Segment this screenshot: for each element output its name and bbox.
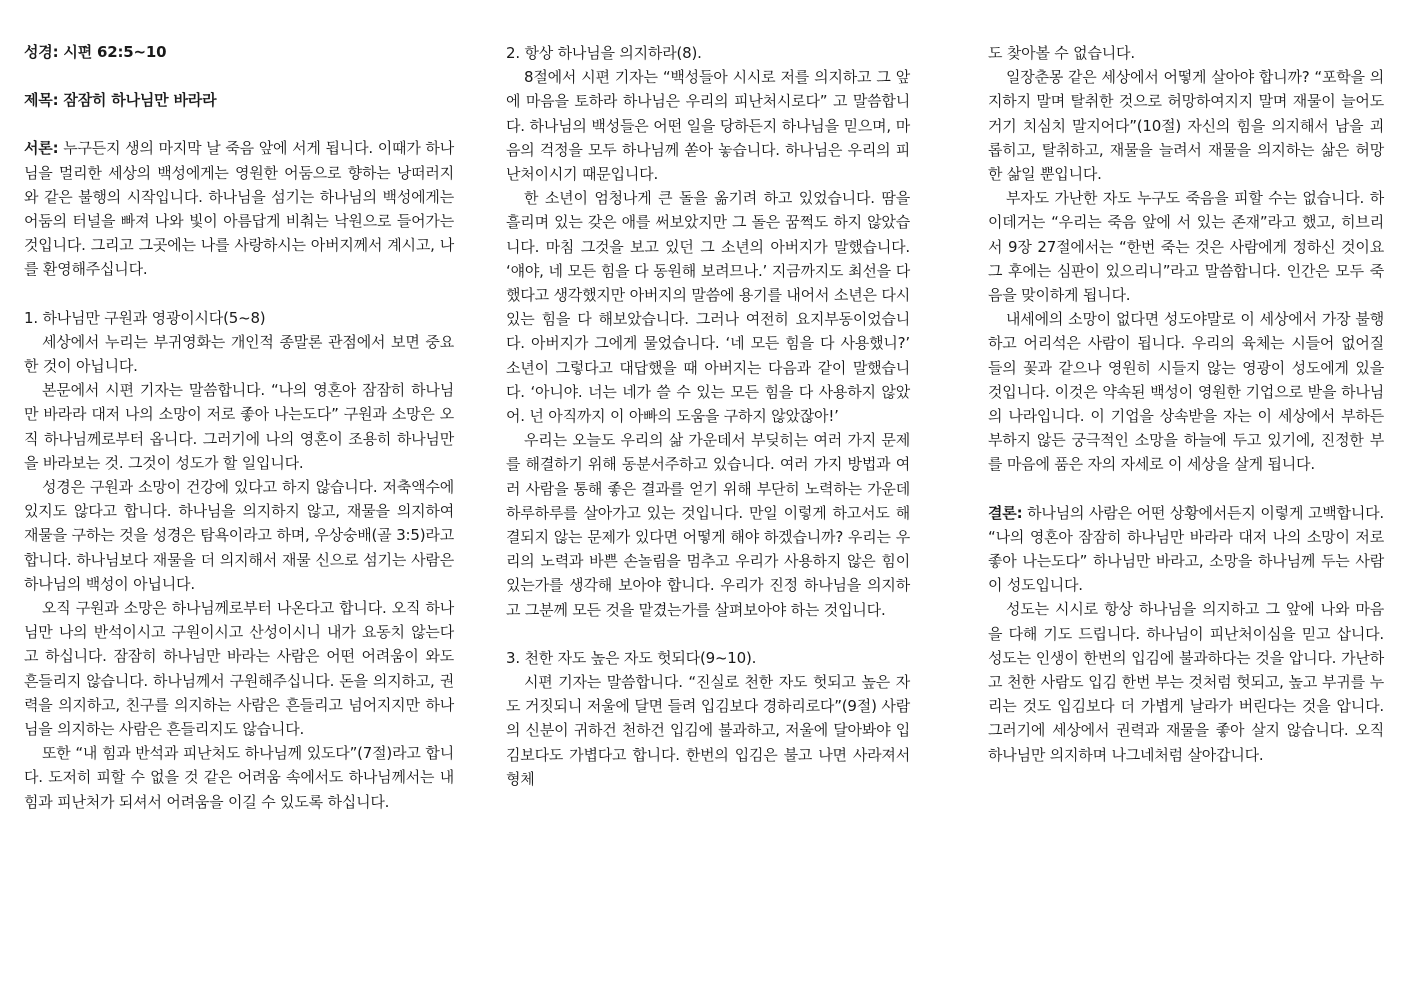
conclusion-label: 결론: <box>988 503 1023 522</box>
section-3-paragraph: 부자도 가난한 자도 누구도 죽음을 피할 수는 없습니다. 하이데거는 “우리는 죽음 앞에 서 있는 존재”라고 했고, 히브리서 9장 27절에서는 “한번 죽는 것은 사람에게 정하신 것이요 그 후에는 심판이 있으리니”라고 말씀합니다. 인간은 모두 죽음을 맞이하게 됩니다. <box>988 189 1384 305</box>
spacer <box>506 622 910 646</box>
spacer <box>988 477 1384 501</box>
introduction-paragraph <box>24 136 454 281</box>
spacer <box>24 282 454 306</box>
conclusion-closing-paragraph: 성도는 시시로 항상 하나님을 의지하고 그 앞에 나와 마음을 다해 기도 드립니다. 하나님이 피난처이심을 믿고 삽니다. 성도는 인생이 한번의 입김에 불과하다는 것을 압니다. 가난하고 천한 사람도 입김 한번 부는 것처럼 헛되고, 높고 부귀를 누리는 것도 입김보다 더 가볍게 날라가 버린다는 것을 압니다. 그러기에 세상에서 권력과 재물을 좋아 살지 않습니다. 오직 하나님만 의지하며 나그네처럼 살아갑니다. <box>988 600 1384 764</box>
section-2-paragraph: 8절에서 시편 기자는 “백성들아 시시로 저를 의지하고 그 앞에 마음을 토하라 하나님은 우리의 피난처시로다” 고 말씀합니다. 하나님의 백성들은 어떤 일을 당하든지 하나님을 믿으며, 마음의 걱정을 모두 하나님께 쏟아 놓습니다. 하나님은 우리의 피난처이시기 때문입니다. <box>506 68 910 184</box>
sermon-title-line <box>24 88 454 112</box>
section-3-paragraph: 내세에의 소망이 없다면 성도야말로 이 세상에서 가장 불행하고 어리석은 사람이 됩니다. 우리의 육체는 시들어 없어질 들의 꽃과 같으나 영원히 시들지 않는 영광이 성도에게 있을 것입니다. 이것은 약속된 백성이 영원한 기업으로 받을 하나님의 나라입니다. 이 기업을 상속받을 자는 이 세상에서 부하든 부하지 않든 궁극적인 소망을 하늘에 두고 있기에, 진정한 부를 마음에 품은 자의 자세로 이 세상을 살게 됩니다. <box>988 310 1384 474</box>
introduction-label: 서론: <box>24 139 59 158</box>
sermon-title: 잠잠히 하나님만 바라라 <box>58 91 217 110</box>
section-2-paragraph: 한 소년이 엄청나게 큰 돌을 옮기려 하고 있었습니다. 땀을 흘리며 있는 갖은 애를 써보았지만 그 돌은 꿈쩍도 하지 않았습니다. 마침 그것을 보고 있던 그 소년의 아버지가 말했습니다. ‘얘야, 네 모든 힘을 다 동원해 보려므나.’ 지금까지도 최선을 다했다고 생각했지만 아버지의 말씀에 용기를 내어서 소년은 다시 있는 힘을 다 해보았습니다. 그러나 여전히 요지부동이었습니다. 아버지가 그에게 물었습니다. ‘네 모든 힘을 다 사용했니?’ 소년이 그렇다고 대답했을 때 아버지는 다음과 같이 말했습니다. ‘아니야. 너는 네가 쓸 수 있는 모든 힘을 다 사용하지 않았어. 넌 아직까지 이 아빠의 도움을 구하지 않았잖아!’ <box>506 189 910 426</box>
section-3-paragraph: 일장춘몽 같은 세상에서 어떻게 살아야 합니까? “포학을 의지하지 말며 탈취한 것으로 허망하여지지 말며 재물이 늘어도 거기 치심치 말지어다”(10절) 자신의 힘을 의지해서 남을 괴롭히고, 탈취하고, 재물을 늘려서 재물을 의지하는 삶은 허망한 삶일 뿐입니다. <box>988 68 1384 184</box>
section-1-paragraph: 성경은 구원과 소망이 건강에 있다고 하지 않습니다. 저축액수에 있지도 않다고 합니다. 하나님을 의지하지 않고, 재물을 의지하여 재물을 구하는 것을 성경은 탐욕이라고 하며, 우상숭배(골 3:5)라고 합니다. 하나님보다 재물을 더 의지해서 재물 신으로 섬기는 사람은 하나님의 백성이 아닙니다. <box>24 478 454 593</box>
section-1-paragraph: 세상에서 누리는 부귀영화는 개인적 종말론 관점에서 보면 중요한 것이 아닙니다. <box>24 332 454 376</box>
column-middle <box>506 41 910 791</box>
section-3-heading: 3. 천한 자도 높은 자도 헛되다(9~10). <box>506 648 757 667</box>
scripture-label: 성경: <box>24 43 59 61</box>
column-right <box>988 41 1384 767</box>
title-label: 제목: <box>24 91 59 110</box>
section-2-paragraph: 우리는 오늘도 우리의 삶 가운데서 부딪히는 여러 가지 문제를 해결하기 위해 동분서주하고 있습니다. 여러 가지 방법과 여러 사람을 통해 좋은 결과를 얻기 위해 부단히 노력하는 가운데 하루하루를 살아가고 있는 것입니다. 만일 이렇게 하고서도 해결되지 않는 문제가 있다면 어떻게 해야 하겠습니까? 우리는 우리의 노력과 바쁜 손놀림을 멈추고 우리가 사용하지 않은 힘이 있는가를 생각해 보아야 합니다. 우리가 진정 하나님을 의지하고 그분께 모든 것을 맡겼는가를 살펴보아야 하는 것입니다. <box>506 431 910 619</box>
scripture-reference: 시편 62:5~10 <box>58 43 167 61</box>
section-1-paragraph: 오직 구원과 소망은 하나님께로부터 나온다고 합니다. 오직 하나님만 나의 반석이시고 구원이시고 산성이시니 내가 요동치 않는다고 하십니다. 잠잠히 하나님만 바라는 사람은 어떤 어려움이 와도 흔들리지 않습니다. 하나님께서 구원해주십니다. 돈을 의지하고, 권력을 의지하고, 친구를 의지하는 사람은 흔들리고 넘어지지만 하나님을 의지하는 사람은 흔들리지도 않습니다. <box>24 599 454 739</box>
section-3-continuation: 도 찾아볼 수 없습니다. <box>988 44 1135 62</box>
scripture-line <box>24 40 454 64</box>
section-1-paragraph: 본문에서 시편 기자는 말씀합니다. “나의 영혼아 잠잠히 하나님만 바라라 대저 나의 소망이 저로 좋아 나는도다” 구원과 소망은 오직 하나님께로부터 옵니다. 그러기에 나의 영혼이 조용히 하나님만을 바라보는 것. 그것이 성도가 할 일입니다. <box>24 381 454 472</box>
section-1-paragraph: 또한 “내 힘과 반석과 피난처도 하나님께 있도다”(7절)라고 합니다. 도저히 피할 수 없을 것 같은 어려움 속에서도 하나님께서는 내 힘과 피난처가 되셔서 어려움을 이길 수 있도록 하십니다. <box>24 744 454 811</box>
conclusion-paragraph <box>988 501 1384 598</box>
section-1-heading: 1. 하나님만 구원과 영광이시다(5~8) <box>24 308 266 327</box>
introduction-text: 누구든지 생의 마지막 날 죽음 앞에 서게 됩니다. 이때가 하나님을 멀리한 세상의 백성에게는 영원한 어둠으로 향하는 낭떠러지와 같은 불행의 시작입니다. 하나님을 섬기는 하나님의 백성에게는 어둠의 터널을 빠져 나와 빛이 아름답게 비춰는 낙원으로 들어가는 것입니다. 그리고 그곳에는 나를 사랑하시는 아버지께서 계시고, 나를 환영해주십니다. <box>24 139 454 279</box>
section-2-heading: 2. 항상 하나님을 의지하라(8). <box>506 44 702 62</box>
conclusion-text: 하나님의 사람은 어떤 상황에서든지 이렇게 고백합니다. “나의 영혼아 잠잠히 하나님만 바라라 대저 나의 소망이 저로 좋아 나는도다” 하나님만 바라고, 소망을 하나님께 두는 사람이 성도입니다. <box>988 503 1384 595</box>
column-left <box>24 40 454 814</box>
section-3-paragraph: 시편 기자는 말씀합니다. “진실로 천한 자도 헛되고 높은 자도 거짓되니 저울에 달면 들려 입김보다 경하리로다”(9절) 사람의 신분이 귀하건 천하건 입김에 불과하고, 저울에 달아봐야 입김보다도 가볍다고 합니다. 한번의 입김은 불고 나면 사라져서 형체 <box>506 673 910 788</box>
